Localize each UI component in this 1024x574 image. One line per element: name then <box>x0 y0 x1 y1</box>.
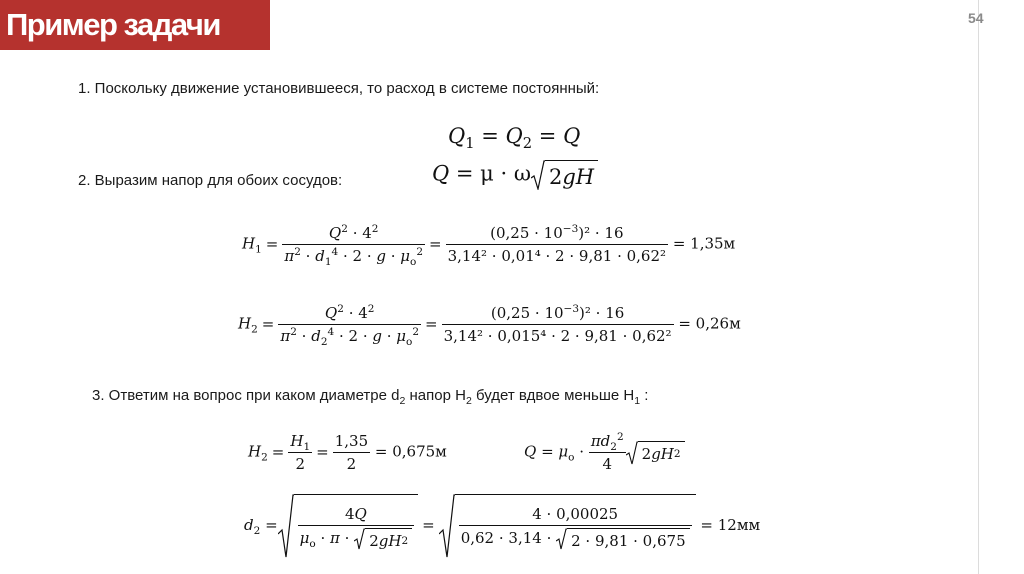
h1-equation: $H_1$ = $\frac{Q^2 \cdot 4^2}{\pi^2 \cdot d_1^4 \cdot 2 \cdot g \cdot \mu_o^2}$ = $\frac{(0,25 \cdot 10^{-3})^2 \cdot 16}{\text{3,14² · 0,01⁴ · 2 · 9,81 · 0,62²}}$ = 1,35м <box>242 223 736 268</box>
flow-formula-equation: Q = μ · ω 2 gH <box>432 160 598 190</box>
h2-half-equation: $H_2$ = $\frac{H_1}{2}$ = $\frac{1,35}{2}$ = 0,675м <box>248 432 447 473</box>
h2-result: = 0,26м <box>678 314 741 333</box>
page-number: 54 <box>968 10 984 26</box>
right-divider <box>978 0 979 574</box>
d2-result: = 12мм <box>700 516 761 534</box>
h2-half-result: = 0,675м <box>374 442 447 461</box>
flow-diameter-equation: $Q = \mu_o$ · $\frac{\pi d_2^2}{4}$ 2 gH 2 <box>524 432 685 473</box>
h1-result: = 1,35м <box>672 234 736 253</box>
step-1-text: 1. Поскольку движение установившееся, то расход в системе постоянный: <box>78 80 600 97</box>
h2-equation: $H_2$ = $\frac{Q^2 \cdot 4^2}{\pi^2 \cdot d_2^4 \cdot 2 \cdot g \cdot \mu_o^2}$ = $\frac{(0,25 \cdot 10^{-3})^2 \cdot 16}{\text{3,14² · 0,015⁴ · 2 · 9,81 · 0,62²}}$ = 0,26м <box>238 303 741 348</box>
step-2-text: 2. Выразим напор для обоих сосудов: <box>78 172 343 189</box>
d2-equation: $d_2$ = 4Q $\mu_o \cdot \pi$ · 2 gH 2 = 4 · 0,00025 0,62 · 3,14 · 2 · 9,81 · 0,675 = 12мм <box>244 494 760 558</box>
flow-equality-equation: $Q_1 = Q_2 = Q$ <box>448 124 581 153</box>
step-3-text: 3. Ответим на вопрос при каком диаметре $d_2$ напор $H_2$ будет вдвое меньше $H_1$ : <box>92 387 649 407</box>
slide-title: Пример задачи <box>0 0 270 50</box>
